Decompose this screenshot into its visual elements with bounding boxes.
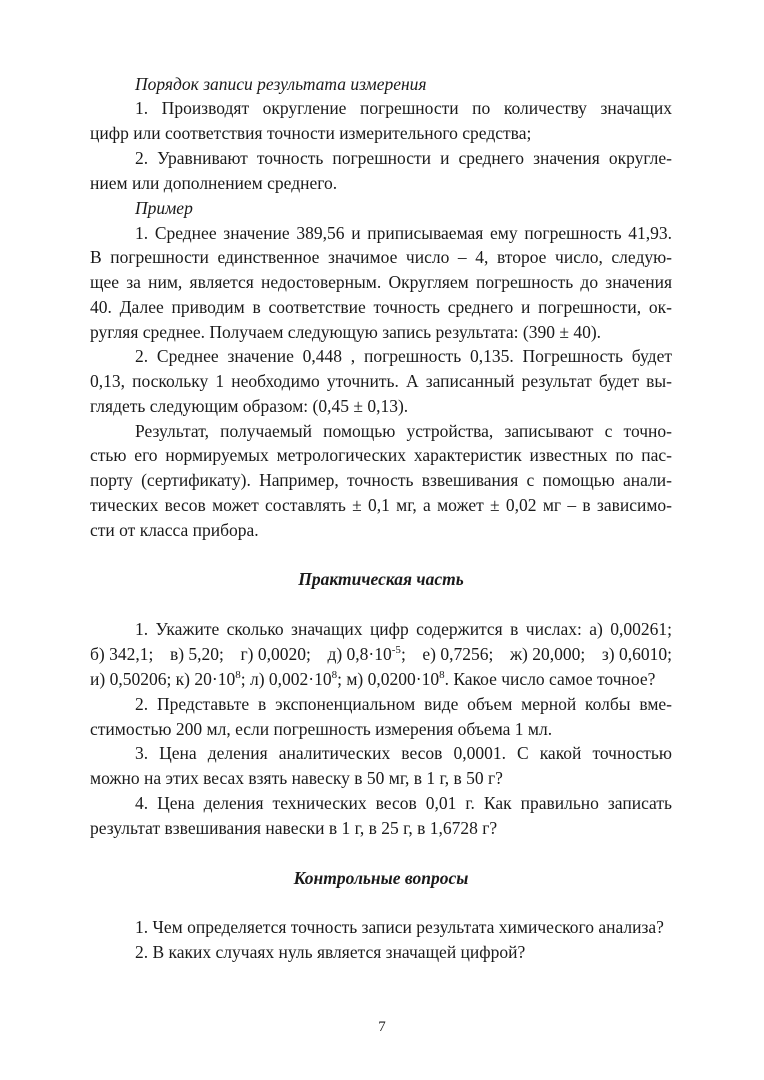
paragraph-line: 40. Далее приводим в соответствие точность среднего и погрешности, ок-	[90, 297, 672, 317]
question-line	[90, 642, 672, 667]
paragraph-line: порту (сертификату). Например, точность взвешивания с помощью анали-	[90, 470, 672, 490]
question-line: можно на этих весах взять навеску в 50 мг, в 1 г, в 50 г?	[90, 768, 503, 788]
paragraph-line: нием или дополнением среднего.	[90, 173, 338, 193]
paragraph-line: цифр или соответствия точности измерительного средства;	[90, 123, 532, 143]
paragraph-line: сти от класса прибора.	[90, 520, 259, 540]
option-text: б) 342,1;	[90, 644, 154, 664]
paragraph-line: щее за ним, является недостоверным. Округляем погрешность до значения	[90, 272, 672, 292]
option-text: з) 0,6010;	[601, 644, 672, 664]
option-text: г) 0,0020;	[240, 644, 311, 664]
option-text: ж) 20,000;	[509, 644, 586, 664]
question-line: 1. Укажите сколько значащих цифр содержится в числах: а) 0,00261;	[135, 619, 672, 639]
paragraph-line: 2. Среднее значение 0,448 , погрешность 0,135. Погрешность будет	[135, 346, 672, 366]
paragraph-line: 1. Производят округление погрешности по количеству значащих	[135, 98, 672, 118]
paragraph-line: 1. Среднее значение 389,56 и приписываемая ему погрешность 41,93.	[135, 223, 672, 243]
paragraph-line: Результат, получаемый помощью устройства, записывают с точно-	[135, 421, 672, 441]
paragraph-line: тических весов может составлять ± 0,1 мг, а может ± 0,02 мг – в зависимо-	[90, 495, 672, 515]
question-line: стимостью 200 мл, если погрешность измерения объема 1 мл.	[90, 719, 553, 739]
question-line: результат взвешивания навески в 1 г, в 25 г, в 1,6728 г?	[90, 818, 498, 838]
paragraph-line: глядеть следующим образом: (0,45 ± 0,13).	[90, 396, 409, 416]
option-text: в) 5,20;	[169, 644, 224, 664]
question-line: 3. Цена деления аналитических весов 0,0001. С какой точностью	[135, 743, 672, 763]
option-text: д) $0,8\cdot 10^{-5}$;	[327, 644, 406, 664]
page-number: 7	[378, 1019, 386, 1035]
example-title: Пример	[135, 198, 193, 218]
question-line: 2. Представьте в экспоненциальном виде объем мерной колбы вме-	[135, 694, 672, 714]
paragraph-line: 0,13, поскольку 1 необходимо уточнить. А записанный результат будет вы-	[90, 371, 672, 391]
control-heading: Контрольные вопросы	[293, 868, 469, 888]
paragraph-line: ругляя среднее. Получаем следующую запись результата: (390 ± 40).	[90, 322, 602, 342]
question-line: 4. Цена деления технических весов 0,01 г. Как правильно записать	[135, 793, 672, 813]
question-line: и) 0,50206; к) $20\cdot 10^8$; л) $0,002\cdot 10^8$; м) $0,0200\cdot 10^8$. Какое число самое точное?	[90, 669, 656, 689]
question-line: 1. Чем определяется точность записи результата химического анализа?	[135, 917, 664, 937]
section-title: Порядок записи результата измерения	[135, 74, 427, 94]
practical-heading: Практическая часть	[298, 569, 464, 589]
paragraph-line: В погрешности единственное значимое число – 4, второе число, следую-	[90, 247, 672, 267]
option-text: е) 0,7256;	[422, 644, 494, 664]
question-line: 2. В каких случаях нуль является значащей цифрой?	[135, 942, 526, 962]
paragraph-line: 2. Уравнивают точность погрешности и среднего значения округле-	[135, 148, 672, 168]
paragraph-line: стью его нормируемых метрологических характеристик известных по пас-	[90, 445, 672, 465]
